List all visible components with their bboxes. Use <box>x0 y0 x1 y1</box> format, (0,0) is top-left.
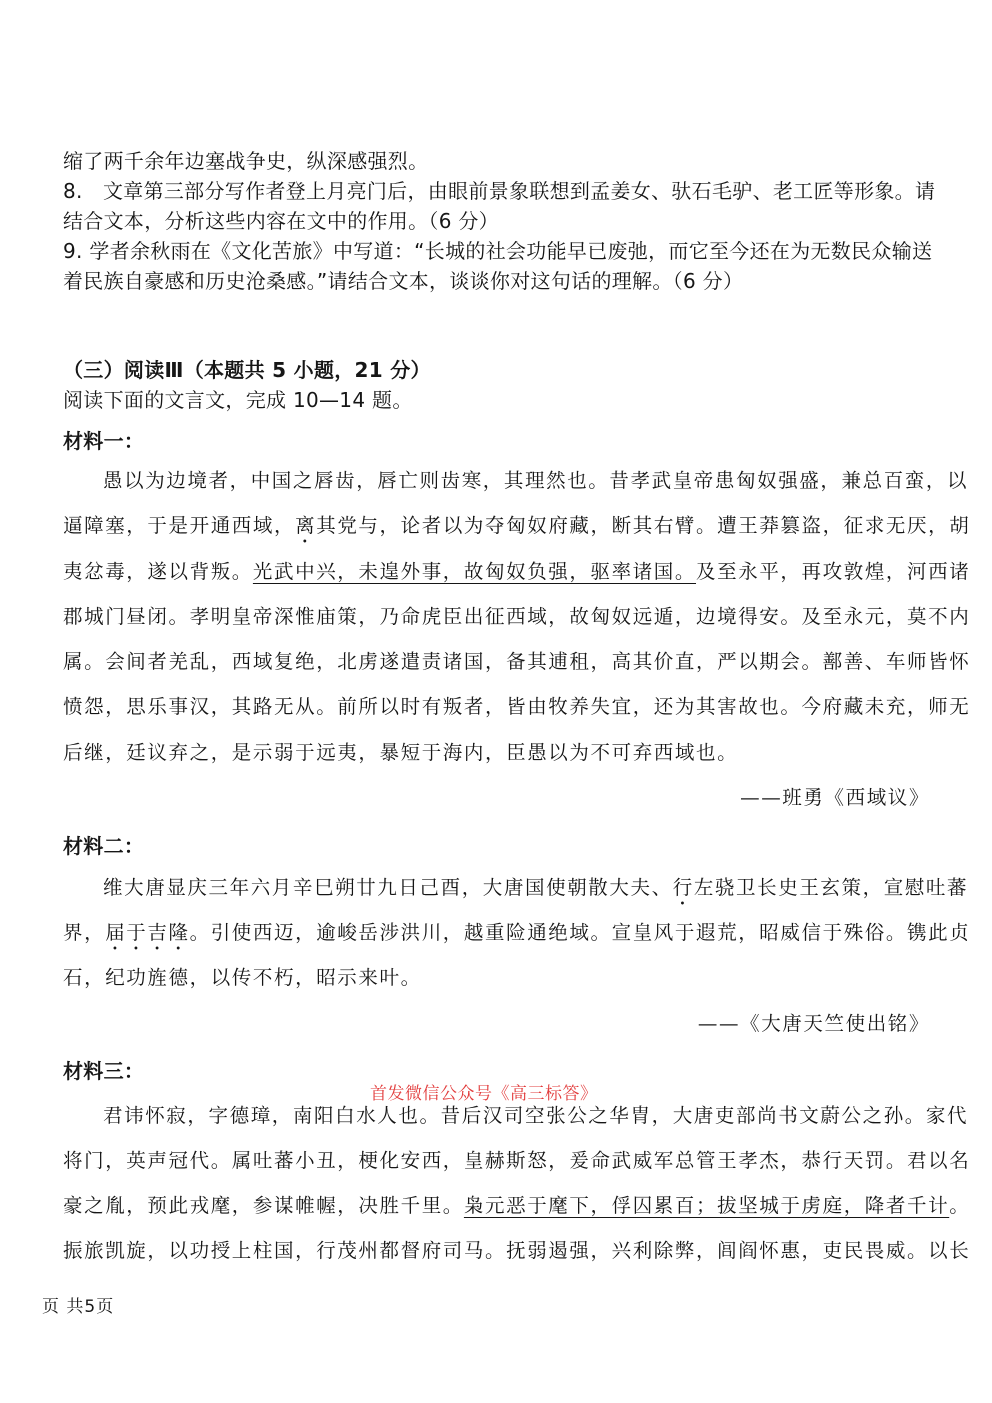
material1-source: ——班勇《西域议》 <box>740 786 930 809</box>
underlined-sentence-2: 枭元恶于麾下，俘囚累百；拔坚城于虏庭，降者千计 <box>463 1194 950 1217</box>
emphasis-char-li: 离 <box>295 514 317 537</box>
material1-line5: 属。会间者羌乱，西域复绝，北虏遂遣责诸国，备其逋租，高其价直，严以期会。鄯善、车师皆怀 <box>63 650 971 673</box>
material3-label: 材料三： <box>63 1059 145 1083</box>
q8-text-line1: 8. 文章第三部分写作者登上月亮门后，由眼前景象联想到孟姜女、驮石毛驴、老工匠等形象。请 <box>63 179 936 203</box>
emphasis-char-xing: 行 <box>672 876 694 899</box>
section-instruction: 阅读下面的文言文，完成 10—14 题。 <box>63 388 413 412</box>
material3-line1: 君讳怀寂，字德璋，南阳白水人也。昔后汉司空张公之华胄，大唐吏部尚书文蔚公之孙。家代 <box>103 1104 969 1127</box>
material1-line4: 郡城门昼闭。孝明皇帝深惟庙策，乃命虎臣出征西域，故匈奴远遁，边境得安。及至永元，莫不内 <box>63 605 971 628</box>
emphasis-phrase-jieyujilong: 届于吉隆 <box>105 921 190 944</box>
material2-source: ——《大唐天竺使出铭》 <box>697 1012 930 1035</box>
q9-text-line2: 着民族自豪感和历史沧桑感。”请结合文本，谈谈你对这句话的理解。（6 分） <box>63 269 744 293</box>
material2-line2: 界，届于吉隆。引使西迈，逾峻岳涉洪川，越重险通绝域。宣皇风于遐荒，昭威信于殊俗。镌此贞 <box>63 921 971 944</box>
q9-text-line1: 9. 学者余秋雨在《文化苦旅》中写道：“长城的社会功能早已废弛，而它至今还在为无数民众输送 <box>63 239 933 263</box>
underlined-sentence-1: 光武中兴，未遑外事，故匈奴负强，驱率诸国。 <box>252 560 697 583</box>
watermark-text: 首发微信公众号《高三标答》 <box>370 1084 598 1104</box>
q8-text-line2: 结合文本，分析这些内容在文中的作用。（6 分） <box>63 209 499 233</box>
material1-line7: 后继，廷议弃之，是示弱于远夷，暴短于海内，臣愚以为不可弃西域也。 <box>63 741 739 764</box>
material2-label: 材料二： <box>63 834 145 858</box>
material1-line2: 逼障塞，于是开通西域，离其党与，论者以为夺匈奴府藏，断其右臂。遭王莽篡盗，征求无厌，胡 <box>63 514 971 537</box>
material2-line3: 石，纪功旌德，以传不朽，昭示来叶。 <box>63 966 422 989</box>
material3-line4: 振旅凯旋，以功授上柱国，行茂州都督府司马。抚弱遏强，兴利除弊，闾阎怀惠，吏民畏威。以长 <box>63 1239 971 1262</box>
material3-line3: 豪之胤，预此戎麾，参谋帷幄，决胜千里。枭元恶于麾下，俘囚累百；拔坚城于虏庭，降者千计。 <box>63 1194 971 1217</box>
material1-line3: 夷忿毒，遂以背叛。光武中兴，未遑外事，故匈奴负强，驱率诸国。及至永平，再攻敦煌，河西诸 <box>63 560 971 583</box>
q7-answer-tail: 缩了两千余年边塞战争史，纵深感强烈。 <box>63 149 429 173</box>
page-footer: 页 共5页 <box>42 1297 115 1317</box>
material1-line1: 愚以为边境者，中国之唇齿，唇亡则齿寒，其理然也。昔孝武皇帝患匈奴强盛，兼总百蛮，以 <box>103 469 969 492</box>
material1-label: 材料一： <box>63 429 145 453</box>
material3-line2: 将门，英声冠代。属吐蕃小丑，梗化安西，皇赫斯怒，爰命武威军总管王孝杰，恭行天罚。君以名 <box>63 1149 971 1172</box>
section-title: （三）阅读Ⅲ（本题共 5 小题，21 分） <box>63 358 431 382</box>
material2-line1: 维大唐显庆三年六月辛巳朔廿九日己酉，大唐国使朝散大夫、行左骁卫长史王玄策，宣慰吐蕃 <box>103 876 969 899</box>
material1-line6: 愤怨，思乐事汉，其路无从。前所以时有叛者，皆由牧养失宜，还为其害故也。今府藏未充，师无 <box>63 695 971 718</box>
